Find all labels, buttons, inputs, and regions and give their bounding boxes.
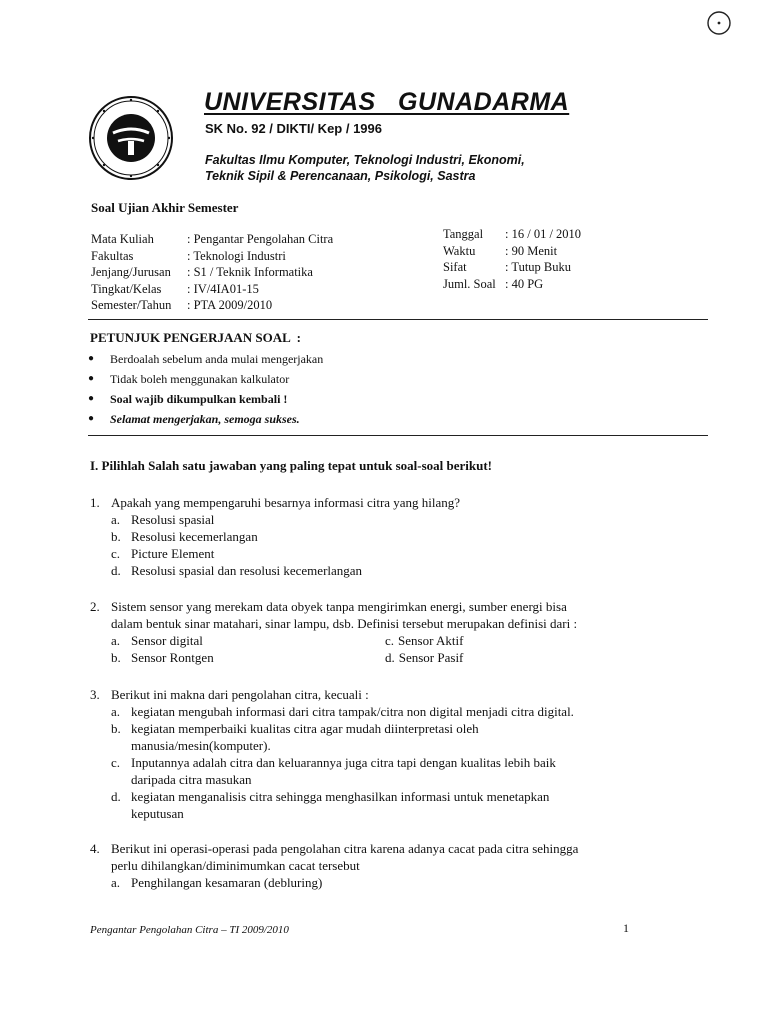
- info-value: : 40 PG: [505, 276, 544, 291]
- list-item: [88, 349, 323, 369]
- option-text: kegiatan mengubah informasi dari citra tampak/citra non digital menjadi citra digital.: [131, 704, 574, 719]
- info-row: [91, 264, 333, 281]
- question-number: 2.: [90, 599, 100, 614]
- option: [111, 754, 690, 771]
- question-1: [90, 494, 690, 579]
- university-logo-icon: [88, 95, 174, 181]
- info-value: : Tutup Buku: [505, 260, 572, 274]
- question-number: 3.: [90, 687, 100, 702]
- info-label: Tanggal: [443, 227, 484, 241]
- option-text: Sensor Pasif: [398, 650, 464, 665]
- option-label: d.: [111, 563, 121, 578]
- list-item: [88, 389, 323, 409]
- faculties-line-2: Teknik Sipil & Perencanaan, Psikologi, Sastra: [205, 169, 476, 183]
- info-label: Fakultas: [91, 248, 134, 263]
- option-row: [111, 649, 690, 666]
- list-item: [88, 369, 323, 389]
- page-number: 1: [623, 921, 629, 935]
- info-label: Semester/Tahun: [91, 298, 172, 312]
- info-value: : PTA 2009/2010: [187, 298, 273, 312]
- option-label: b.: [111, 650, 121, 665]
- info-label: Juml. Soal: [443, 276, 496, 291]
- option-text: Penghilangan kesamaran (debluring): [131, 875, 323, 890]
- instructions-list: [88, 349, 323, 429]
- info-value: : Teknologi Industri: [187, 248, 286, 263]
- option-label: a.: [111, 875, 121, 890]
- question-text: Berikut ini operasi-operasi pada pengolahan citra karena adanya cacat pada citra sehingga: [111, 841, 579, 856]
- option-label: b.: [111, 529, 121, 544]
- bullet-icon: ●: [88, 413, 95, 424]
- option-label: a.: [111, 512, 121, 527]
- instructions-title: PETUNJUK PENGERJAAN SOAL :: [90, 330, 301, 345]
- question-text: Sistem sensor yang merekam data obyek tanpa mengirimkan energi, sumber energi bisa: [111, 599, 567, 614]
- option-label: b.: [111, 721, 121, 736]
- option-row: [111, 632, 690, 649]
- option-text: keputusan: [131, 806, 184, 821]
- option-label: a.: [111, 704, 121, 719]
- option-text: kegiatan menganalisis citra sehingga menghasilkan informasi untuk menetapkan: [131, 789, 550, 804]
- instruction-text: Soal wajib dikumpulkan kembali !: [110, 392, 288, 406]
- option: [111, 632, 385, 649]
- question-3: [90, 686, 690, 822]
- list-item: [88, 409, 323, 429]
- options: [111, 874, 690, 891]
- instruction-text: Berdoalah sebelum anda mulai mengerjakan: [110, 352, 324, 366]
- option-label: c.: [111, 755, 121, 770]
- section-title: I. Pilihlah Salah satu jawaban yang paling tepat untuk soal-soal berikut!: [90, 458, 493, 473]
- option-text: Resolusi spasial: [131, 512, 215, 527]
- exam-title: Soal Ujian Akhir Semester: [91, 200, 239, 215]
- info-value: : IV/4IA01-15: [187, 281, 259, 296]
- footer-text: Pengantar Pengolahan Citra – TI 2009/2010: [90, 924, 289, 936]
- bullet-icon: ●: [88, 373, 95, 384]
- option-text: Picture Element: [131, 546, 215, 561]
- info-row: [91, 248, 333, 265]
- info-value: : Pengantar Pengolahan Citra: [187, 232, 334, 246]
- option: [111, 562, 690, 579]
- question-text: Berikut ini makna dari pengolahan citra, kecuali :: [111, 687, 369, 702]
- faculties: [205, 152, 525, 184]
- option-label: d.: [385, 650, 395, 665]
- question-stem: [90, 598, 690, 615]
- question-4: [90, 840, 690, 891]
- info-row: [91, 281, 333, 298]
- question-text: Apakah yang mempengaruhi besarnya informasi citra yang hilang?: [111, 495, 461, 510]
- option: [111, 545, 690, 562]
- option-continued: [111, 771, 690, 788]
- exam-info-left: [91, 231, 333, 314]
- option: [385, 632, 463, 649]
- option: [111, 874, 690, 891]
- option-label: c.: [111, 546, 121, 561]
- option-text: Resolusi kecemerlangan: [131, 529, 258, 544]
- divider: [88, 319, 708, 320]
- info-label: Tingkat/Kelas: [91, 281, 162, 296]
- question-stem: [90, 840, 690, 857]
- option-continued: [111, 805, 690, 822]
- option: [111, 720, 690, 737]
- option-text: daripada citra masukan: [131, 772, 252, 787]
- info-value: : S1 / Teknik Informatika: [187, 265, 313, 279]
- instruction-text: Selamat mengerjakan, semoga sukses.: [110, 412, 300, 426]
- option-text: kegiatan memperbaiki kualitas citra agar mudah diinterpretasi oleh: [131, 721, 479, 736]
- option: [385, 649, 463, 666]
- info-value: : 16 / 01 / 2010: [505, 227, 582, 241]
- question-text-continued: perlu dihilangkan/diminimumkan cacat tersebut: [111, 858, 360, 873]
- question-number: 1.: [90, 495, 100, 510]
- options: [111, 511, 690, 579]
- info-label: Waktu: [443, 243, 476, 258]
- option-text: Inputannya adalah citra dan keluarannya juga citra tapi dengan kualitas lebih baik: [131, 755, 556, 770]
- options: [111, 632, 690, 666]
- question-stem: [90, 686, 690, 703]
- info-row: [443, 276, 581, 293]
- info-value: : 90 Menit: [505, 243, 558, 258]
- option-label: c.: [385, 633, 395, 648]
- university-name: UNIVERSITAS GUNADARMA: [204, 88, 570, 116]
- option: [111, 528, 690, 545]
- option-label: a.: [111, 633, 121, 648]
- info-label: Mata Kuliah: [91, 232, 154, 246]
- options: [111, 703, 690, 822]
- info-row: [443, 259, 581, 276]
- option: [111, 788, 690, 805]
- exam-info-right: [443, 226, 581, 292]
- info-row: [443, 243, 581, 260]
- info-label: Sifat: [443, 260, 467, 274]
- faculties-line-1: Fakultas Ilmu Komputer, Teknologi Industri, Ekonomi,: [205, 153, 525, 167]
- info-row: [443, 226, 581, 243]
- info-row: [91, 231, 333, 248]
- option: [111, 511, 690, 528]
- option: [111, 703, 690, 720]
- decree-number: SK No. 92 / DIKTI/ Kep / 1996: [205, 121, 382, 136]
- divider: [88, 435, 708, 436]
- option-text: Sensor digital: [131, 633, 203, 648]
- info-label: Jenjang/Jurusan: [91, 265, 171, 279]
- question-stem: [90, 494, 690, 511]
- instruction-text: Tidak boleh menggunakan kalkulator: [110, 372, 290, 386]
- option-text: Sensor Rontgen: [131, 650, 214, 665]
- question-number: 4.: [90, 841, 100, 856]
- option: [111, 649, 385, 666]
- circle-mark-icon: [704, 8, 734, 38]
- option-text: manusia/mesin(komputer).: [131, 738, 271, 753]
- info-row: [91, 297, 333, 314]
- option-continued: [111, 737, 690, 754]
- question-2: [90, 598, 690, 666]
- bullet-icon: ●: [88, 353, 95, 364]
- option-label: d.: [111, 789, 121, 804]
- bullet-icon: ●: [88, 393, 95, 404]
- option-text: Sensor Aktif: [398, 633, 464, 648]
- option-text: Resolusi spasial dan resolusi kecemerlangan: [131, 563, 363, 578]
- question-text-continued: dalam bentuk sinar matahari, sinar lampu, dsb. Definisi tersebut merupakan definisi dari :: [111, 616, 578, 631]
